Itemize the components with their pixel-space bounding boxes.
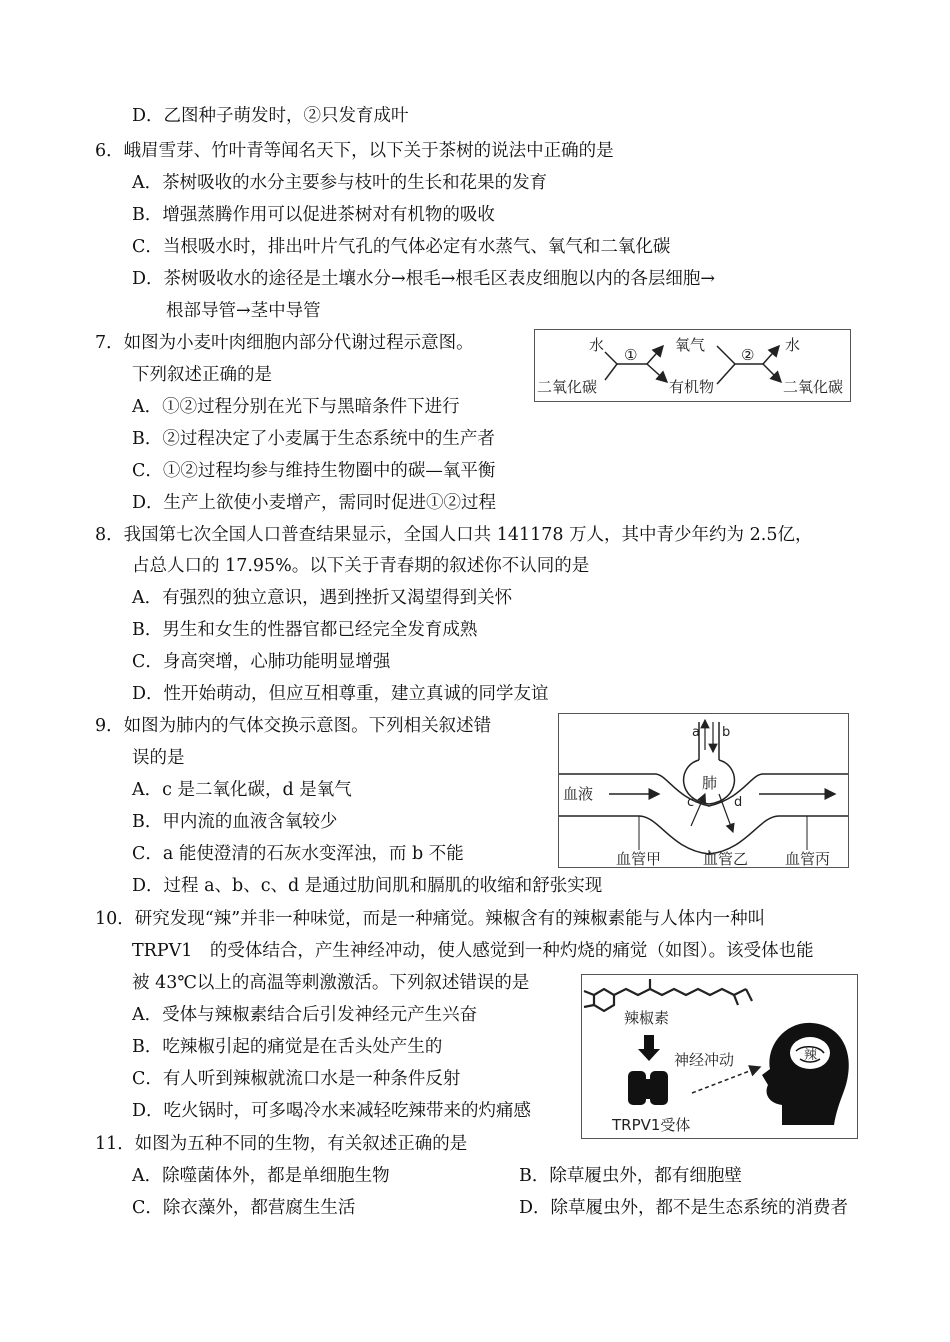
q9-fig-label-c: c xyxy=(687,795,695,810)
q8-option-a: A．有强烈的独立意识，遇到挫折又渴望得到关怀 xyxy=(132,588,513,608)
q8-stem-line2: 占总人口的 17.95%。以下关于青春期的叙述你不认同的是 xyxy=(132,556,590,576)
q7-metabolism-figure xyxy=(534,329,851,402)
q7-option-d: D．生产上欲使小麦增产，需同时促进①②过程 xyxy=(132,493,497,513)
q10-option-c: C．有人听到辣椒就流口水是一种条件反射 xyxy=(132,1069,461,1089)
q7-fig-water-right: 水 xyxy=(785,336,801,354)
q7-option-a: A．①②过程分别在光下与黑暗条件下进行 xyxy=(132,397,460,417)
q9-fig-vessel-yi: 血管乙 xyxy=(703,850,749,867)
q7-option-c: C．①②过程均参与维持生物圈中的碳—氧平衡 xyxy=(132,461,496,481)
q10-stem-line2: TRPV1 的受体结合，产生神经冲动，使人感觉到一种灼烧的痛觉（如图）。该受体也能 xyxy=(132,941,814,961)
q9-fig-vessel-jia: 血管甲 xyxy=(616,850,662,867)
q9-stem-line2: 误的是 xyxy=(132,748,185,768)
q7-fig-co2-right: 二氧化碳 xyxy=(783,378,844,396)
q11-option-b: B．除草履虫外，都有细胞壁 xyxy=(519,1166,742,1186)
q9-option-d: D．过程 a、b、c、d 是通过肋间肌和膈肌的收缩和舒张实现 xyxy=(132,876,603,896)
q9-option-a: A．c 是二氧化碳，d 是氧气 xyxy=(132,780,352,800)
q9-fig-label-a: a xyxy=(692,725,700,740)
q9-fig-label-b: b xyxy=(722,725,731,740)
q10-option-b: B．吃辣椒引起的痛觉是在舌头处产生的 xyxy=(132,1037,443,1057)
q6-stem: 6．峨眉雪芽、竹叶青等闻名天下，以下关于茶树的说法中正确的是 xyxy=(95,141,614,161)
q10-fig-capsaicin: 辣椒素 xyxy=(624,1009,670,1027)
q7-stem-line1: 7．如图为小麦叶肉细胞内部分代谢过程示意图。 xyxy=(95,333,474,353)
human-head-icon xyxy=(762,1023,849,1125)
q6-option-a: A．茶树吸收的水分主要参与枝叶的生长和花果的发育 xyxy=(132,173,548,193)
q9-fig-vessel-bing: 血管丙 xyxy=(785,850,831,867)
q10-capsaicin-figure xyxy=(581,974,858,1139)
q11-stem: 11．如图为五种不同的生物，有关叙述正确的是 xyxy=(95,1134,468,1154)
q6-option-b: B．增强蒸腾作用可以促进茶树对有机物的吸收 xyxy=(132,205,495,225)
q10-fig-nerve-impulse: 神经冲动 xyxy=(674,1051,735,1069)
q9-fig-blood: 血液 xyxy=(563,785,594,803)
q7-fig-oxygen: 氧气 xyxy=(675,336,706,354)
q6-option-d-line1: D．茶树吸收水的途径是土壤水分→根毛→根毛区表皮细胞以内的各层细胞→ xyxy=(132,269,716,289)
q5-option-d: D．乙图种子萌发时，②只发育成叶 xyxy=(132,106,409,126)
q7-fig-process1: ① xyxy=(624,346,638,364)
trpv1-receptor-icon xyxy=(628,1071,668,1105)
q8-option-c: C．身高突增，心肺功能明显增强 xyxy=(132,652,391,672)
q7-fig-co2-left: 二氧化碳 xyxy=(537,378,598,396)
q10-option-a: A．受体与辣椒素结合后引发神经元产生兴奋 xyxy=(132,1005,478,1025)
q10-option-d: D．吃火锅时，可多喝冷水来减轻吃辣带来的灼痛感 xyxy=(132,1101,532,1121)
q6-option-d-line2: 根部导管→茎中导管 xyxy=(166,301,321,321)
q7-fig-organic: 有机物 xyxy=(669,378,715,396)
q9-fig-label-d: d xyxy=(734,795,743,810)
q10-fig-receptor: TRPV1受体 xyxy=(612,1116,691,1134)
q10-stem-line1: 10．研究发现“辣”并非一种味觉，而是一种痛觉。辣椒含有的辣椒素能与人体内一种叫 xyxy=(95,909,766,929)
q6-option-c: C．当根吸水时，排出叶片气孔的气体必定有水蒸气、氧气和二氧化碳 xyxy=(132,237,671,257)
q7-stem-line2: 下列叙述正确的是 xyxy=(132,365,272,385)
q8-stem-line1: 8．我国第七次全国人口普查结果显示，全国人口共 141178 万人，其中青少年约为 2.5亿， xyxy=(95,525,813,545)
q9-option-b: B．甲内流的血液含氧较少 xyxy=(132,812,338,832)
q7-option-b: B．②过程决定了小麦属于生态系统中的生产者 xyxy=(132,429,495,449)
q8-option-d: D．性开始萌动，但应互相尊重，建立真诚的同学友谊 xyxy=(132,684,549,704)
q9-option-c: C．a 能使澄清的石灰水变浑浊，而 b 不能 xyxy=(132,844,464,864)
q11-option-c: C．除衣藻外，都营腐生生活 xyxy=(132,1198,356,1218)
q9-fig-lung: 肺 xyxy=(702,774,718,792)
q10-stem-line3: 被 43℃以上的高温等刺激激活。下列叙述错误的是 xyxy=(132,973,530,993)
q11-option-d: D．除草履虫外，都不是生态系统的消费者 xyxy=(519,1198,849,1218)
q8-option-b: B．男生和女生的性器官都已经完全发育成熟 xyxy=(132,620,478,640)
q7-fig-process2: ② xyxy=(741,346,755,364)
q11-option-a: A．除噬菌体外，都是单细胞生物 xyxy=(132,1166,390,1186)
q10-fig-spicy: 辣 xyxy=(804,1048,818,1063)
q9-stem-line1: 9．如图为肺内的气体交换示意图。下列相关叙述错 xyxy=(95,716,492,736)
q7-fig-water-left: 水 xyxy=(589,336,605,354)
capsaicin-molecule-icon xyxy=(584,979,752,1011)
q9-gas-exchange-figure xyxy=(558,713,849,868)
